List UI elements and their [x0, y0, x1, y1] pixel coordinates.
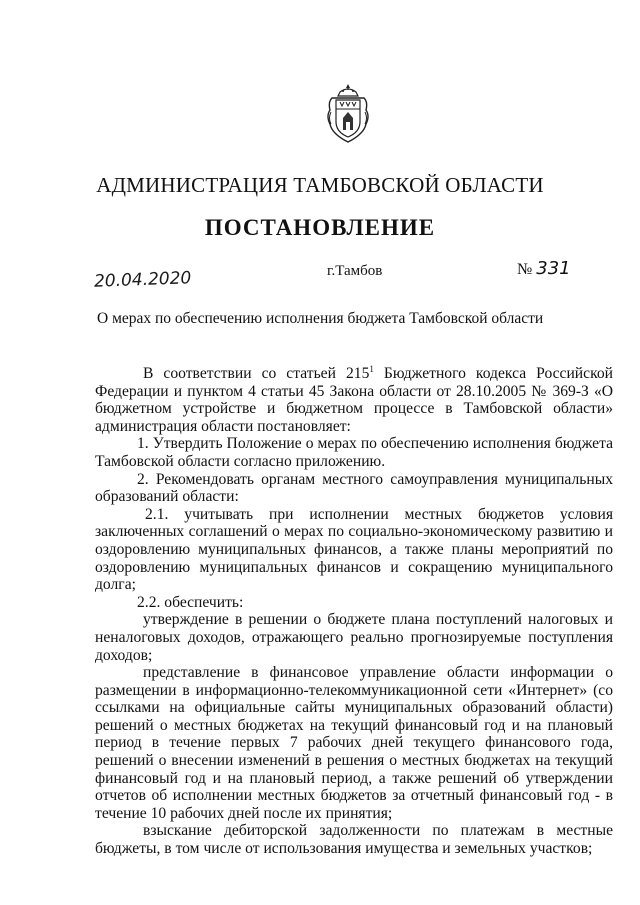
document-body — [95, 365, 613, 858]
paragraph-item-2-1: 2.1. учитывать при исполнении местных бюджетов условия заключенных соглашений о мерах по социально-экономическому развитию и оздоровлению муниципальных финансов, а также планы мероприятий по оздоровлению муниципальных финансов и сокращению муниципального долга; — [95, 505, 613, 594]
document-number — [517, 258, 571, 279]
paragraph-item-2-2: 2.2. обеспечить: — [137, 593, 244, 611]
paragraph-internet-publication: представление в финансовое управление области информации о размещении в информационно-телекоммуникационной сети «Интернет» (со ссылками на официальные сайты муниципальных образований области) решений о местных бюджетах на текущий финансовый год и на плановый период в течение первых 7 рабочих дней текущего финансового года, решений о внесении изменений в решения о местных бюджетах на текущий финансовый год и на плановый период, а также решений об утверждении отчетов об исполнении местных бюджетов за отчетный финансовый год - в течение 10 рабочих дней после их принятия; — [95, 664, 613, 822]
number-sign: № — [517, 261, 533, 278]
tambov-coat-of-arms-icon — [322, 82, 374, 144]
paragraph-item-2: 2. Рекомендовать органам местного самоуправления муниципальных образований области: — [95, 470, 613, 506]
preamble-text: В соответствии со статьей 215 — [143, 365, 370, 382]
city-label: г.Тамбов — [327, 263, 383, 279]
article-superscript: 1 — [369, 363, 374, 374]
paragraph-revenue-plan: утверждение в решении о бюджете плана поступлений налоговых и неналоговых доходов, отражающего реально прогнозируемые поступления доходов; — [95, 611, 613, 664]
paragraph-item-1: 1. Утвердить Положение о мерах по обеспечению исполнения бюджета Тамбовской области согласно приложению. — [95, 435, 613, 470]
paragraph-debt-collection: взыскание дебиторской задолженности по платежам в местные бюджеты, в том числе от использования имущества и земельных участков; — [95, 822, 613, 858]
organization-title: АДМИНИСТРАЦИЯ ТАМБОВСКОЙ ОБЛАСТИ — [96, 173, 544, 197]
paragraph-preamble — [95, 365, 613, 435]
document-subject: О мерах по обеспечению исполнения бюджета Тамбовской области — [97, 310, 544, 327]
preamble-text-cont: Бюджетного кодекса Российской Федерации и пунктом 4 статьи 45 Закона области от 28.10.2005 № 369-З «О бюджетном устройстве и бюджетном процессе в Тамбовской области» администрация области постановляет: — [95, 365, 614, 435]
handwritten-number: 331 — [536, 258, 571, 279]
handwritten-date: 20.04.2020 — [93, 268, 192, 292]
document-type-heading: ПОСТАНОВЛЕНИЕ — [204, 215, 436, 240]
